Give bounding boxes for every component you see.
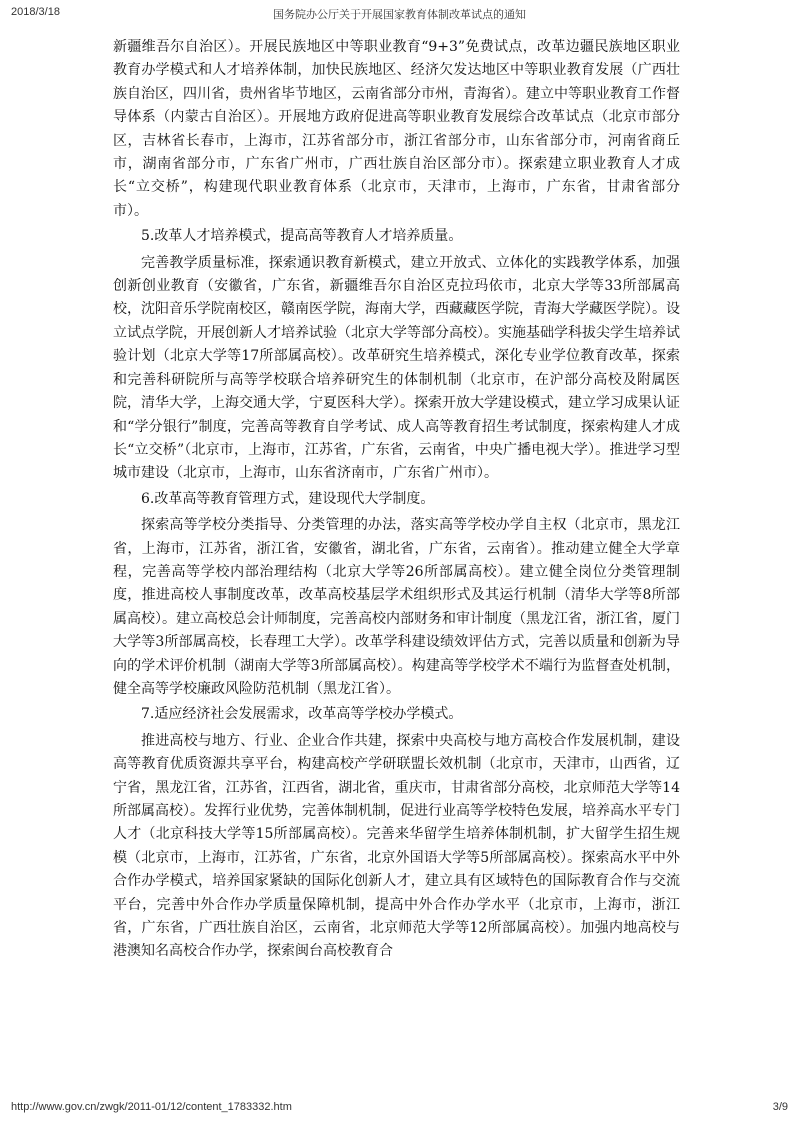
page-number: 3/9 [772, 1101, 788, 1113]
page-header-title: 国务院办公厅关于开展国家教育体制改革试点的通知 [273, 8, 526, 21]
paragraph-section-5: 完善教学质量标准，探索通识教育新模式，建立开放式、立体化的实践教学体系，加强创新创业教育（安徽省，广东省，新疆维吾尔自治区克拉玛依市，北京大学等33所部属高校，沈阳音乐学院南校区，赣南医学院，海南大学，西藏藏医学院，青海大学藏医学院）。设立试点学院，开展创新人才培养试验（北京大学等部分高校）。实施基础学科拔尖学生培养试验计划（北京大学等17所部属高校）。改革研究生培养模式，深化专业学位教育改革，探索和完善科研院所与高等学校联合培养研究生的体制机制（北京市，在沪部分高校及附属医院，清华大学，上海交通大学，宁夏医科大学）。探索开放大学建设模式，建立学习成果认证和“学分银行”制度，完善高等教育自学考试、成人高等教育招生考试制度，探索构建人才成长“立交桥”（北京市，上海市，江苏省，广东省，云南省，中央广播电视大学）。推进学习型城市建设（北京市，上海市，山东省济南市，广东省广州市）。 [113, 254, 680, 482]
print-date: 2018/3/18 [11, 6, 60, 18]
document-body [113, 36, 680, 964]
section-heading-5: 5.改革人才培养模式，提高高等教育人才培养质量。 [141, 228, 463, 245]
section-heading-6: 6.改革高等教育管理方式，建设现代大学制度。 [141, 490, 435, 507]
paragraph-continued: 新疆维吾尔自治区）。开展民族地区中等职业教育“9+3”免费试点，改革边疆民族地区职业教育办学模式和人才培养体制，加快民族地区、经济欠发达地区中等职业教育发展（广西壮族自治区，四川省，贵州省毕节地区，云南省部分市州，青海省）。建立中等职业教育工作督导体系（内蒙古自治区）。开展地方政府促进高等职业教育发展综合改革试点（北京市部分区，吉林省长春市，上海市，江苏省部分市，浙江省部分市，山东省部分市，河南省商丘市，湖南省部分市，广东省广州市，广西壮族自治区部分市）。探索建立职业教育人才成长“立交桥”，构建现代职业教育体系（北京市，天津市，上海市，广东省，甘肃省部分市）。 [113, 39, 680, 219]
source-url-link[interactable]: http://www.gov.cn/zwgk/2011-01/12/content_1783332.htm [11, 1101, 292, 1113]
paragraph-section-6: 探索高等学校分类指导、分类管理的办法，落实高等学校办学自主权（北京市，黑龙江省，上海市，江苏省，浙江省，安徽省，湖北省，广东省，云南省）。推动建立健全大学章程，完善高等学校内部治理结构（北京大学等26所部属高校）。建立健全岗位分类管理制度，推进高校人事制度改革，改革高校基层学术组织形式及其运行机制（清华大学等8所部属高校）。建立高校总会计师制度，完善高校内部财务和审计制度（黑龙江省，浙江省，厦门大学等3所部属高校，长春理工大学）。改革学科建设绩效评估方式，完善以质量和创新为导向的学术评价机制（湖南大学等3所部属高校）。构建高等学校学术不端行为监督查处机制，健全高等学校廉政风险防范机制（黑龙江省）。 [113, 517, 680, 697]
paragraph-section-7: 推进高校与地方、行业、企业合作共建，探索中央高校与地方高校合作发展机制，建设高等教育优质资源共享平台，构建高校产学研联盟长效机制（北京市，天津市，山西省，辽宁省，黑龙江省，江苏省，江西省，湖北省，重庆市，甘肃省部分高校，北京师范大学等14所部属高校）。发挥行业优势，完善体制机制，促进行业高等学校特色发展，培养高水平专门人才（北京科技大学等15所部属高校）。完善来华留学生培养体制机制，扩大留学生招生规模（北京市，上海市，江苏省，广东省，北京外国语大学等5所部属高校）。探索高水平中外合作办学模式，培养国家紧缺的国际化创新人才，建立具有区域特色的国际教育合作与交流平台，完善中外合作办学质量保障机制，提高中外合作办学水平（北京市，上海市，浙江省，广东省，广西壮族自治区，云南省，北京师范大学等12所部属高校）。加强内地高校与港澳知名高校合作办学，探索闽台高校教育合 [113, 732, 680, 960]
section-heading-7: 7.适应经济社会发展需求，改革高等学校办学模式。 [141, 706, 463, 723]
